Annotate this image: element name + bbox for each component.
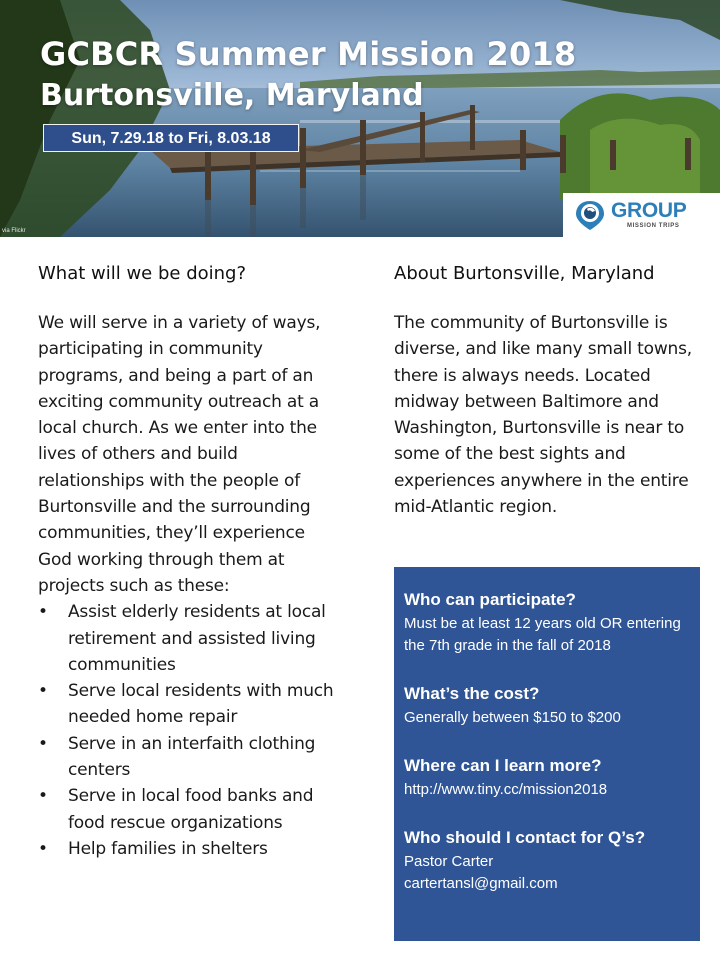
contact-name: Pastor Carter [404,853,494,870]
contact-email[interactable]: cartertansl@gmail.com [404,875,558,892]
banner-title: GCBCR Summer Mission 2018 [40,35,577,73]
list-item [38,836,338,862]
cost-answer: Generally between $150 to $200 [404,709,621,726]
cost-question: What’s the cost? [404,684,540,703]
bullet-icon: • [38,733,48,754]
header-banner [0,0,720,237]
project-text: Serve local residents with much needed home repair [68,681,334,728]
project-text: Help families in shelters [68,838,268,859]
logo-tagline: MISSION TRIPS [627,223,680,229]
list-item [38,599,338,678]
learn-more-question: Where can I learn more? [404,756,602,775]
logo-wordmark: GROUP [611,199,687,222]
bullet-icon: • [38,838,48,859]
list-item [38,731,338,784]
date-badge: Sun, 7.29.18 to Fri, 8.03.18 [43,124,299,152]
left-column [38,258,338,862]
participate-answer: Must be at least 12 years old OR entering the 7th grade in the fall of 2018 [404,615,681,654]
photo-credit: via Flickr [2,228,26,234]
what-doing-heading: What will we be doing? [38,263,247,284]
bullet-icon: • [38,681,48,702]
participate-question: Who can participate? [404,590,576,609]
right-column [394,258,704,520]
what-doing-intro: We will serve in a variety of ways, participating in community programs, and being a part of an exciting community outreach at a local church. As we enter into the lives of others and build relationships with the people of Burtonsville and the surrounding communities, they’ll experience God working through them at projects such as these: [38,313,321,596]
list-item [38,678,338,731]
about-body: The community of Burtonsville is diverse, and like many small towns, there is always needs. Located midway between Baltimore and Washington, Burtonsville is near to some of the best sights and experiences anywhere in the entire mid-Atlantic region. [394,313,692,518]
contact-question: Who should I contact for Q’s? [404,828,646,847]
project-text: Serve in an interfaith clothing centers [68,733,316,781]
project-list [38,599,338,862]
list-item [38,783,338,836]
bullet-icon: • [38,786,48,807]
project-text: Serve in local food banks and food rescue organizations [68,786,314,833]
group-mission-trips-logo [563,193,720,237]
learn-more-link[interactable]: http://www.tiny.cc/mission2018 [404,781,608,798]
faq-info-box [394,567,700,941]
bullet-icon: • [38,602,48,623]
project-text: Assist elderly residents at local retirement and assisted living communities [68,602,326,675]
location-pin-icon [573,199,607,231]
banner-subtitle: Burtonsville, Maryland [40,78,424,113]
about-heading: About Burtonsville, Maryland [394,263,655,284]
